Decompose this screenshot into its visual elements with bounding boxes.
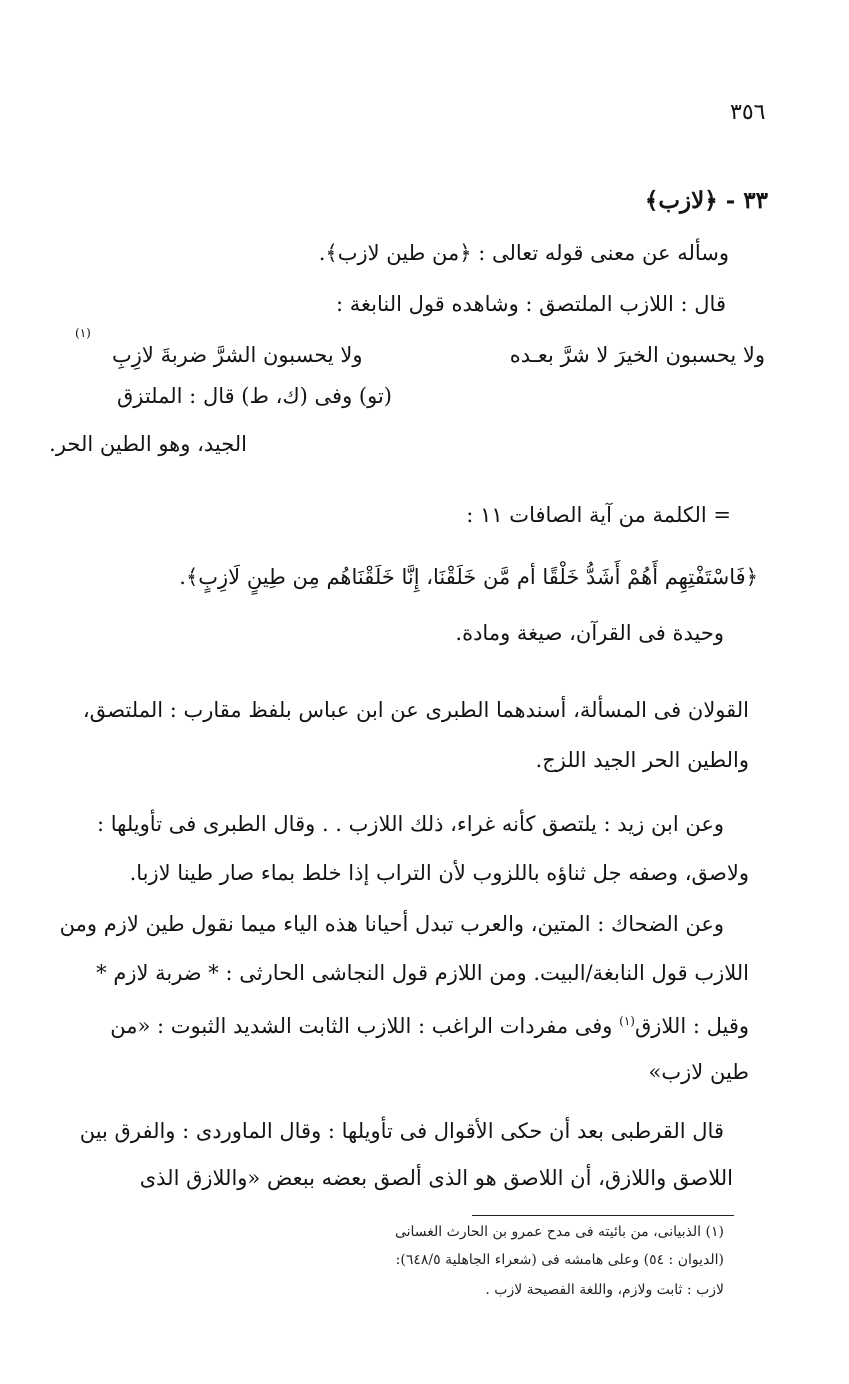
section-heading: ٣٣ - ﴿لازب﴾ xyxy=(644,187,768,214)
text-line-2: قال : اللازب الملتصق : وشاهده قول النابغة : xyxy=(336,292,726,316)
quran-verse-line: ﴿فَاسْتَفْتِهِم أَهُمْ أَشَدُّ خَلْقًا أم مَّن خَلَقْنَا، إِنَّا خَلَقْنَاهُم مِن طِينٍ لَازِبٍ﴾. xyxy=(179,565,758,589)
text-line-15 xyxy=(110,1006,749,1041)
verse-first-hemistich: ولا يحسبون الخيرَ لا شرَّ بعـده xyxy=(509,343,765,367)
text-line-10: والطين الحر الجيد اللزج. xyxy=(535,748,749,772)
verse-second-hemistich: ولا يحسبون الشرَّ ضربةَ لازِبِ xyxy=(112,343,363,367)
page-number: ٣٥٦ xyxy=(730,100,766,125)
text-line-16: طين لازب» xyxy=(648,1060,749,1084)
text-line-9: القولان فى المسألة، أسندهما الطبرى عن ابن عباس بلفظ مقارب : الملتصق، xyxy=(82,698,749,722)
footnote-separator xyxy=(472,1215,734,1216)
text-line-13: وعن الضحاك : المتين، والعرب تبدل أحيانا هذه الياء ميما نقول طين لازم ومن xyxy=(59,912,724,936)
text-line-4: (تو) وفى (ك، ط) قال : الملتزق xyxy=(116,384,392,408)
text-line-1: وسأله عن معنى قوله تعالى : ﴿من طين لازب﴾. xyxy=(318,241,729,265)
text-line-14: اللازب قول النابغة/البيت. ومن اللازم قول النجاشى الحارثى : * ضربة لازم * xyxy=(96,961,749,985)
footnote-1: (١) الذبيانى، من بائيته فى مدح عمرو بن الحارث الغسانى xyxy=(394,1224,724,1240)
footnote-2: (الديوان : ٥٤) وعلى هامشه فى (شعراء الجاهلية ٦٤٨/٥): xyxy=(395,1252,724,1268)
text-line-17: قال القرطبى بعد أن حكى الأقوال فى تأويلها : وقال الماوردى : والفرق بين xyxy=(79,1119,724,1143)
verse-footnote-marker: (١) xyxy=(75,326,91,340)
text-line-15-start: وقيل : اللازق xyxy=(634,1014,749,1038)
text-line-5: الجيد، وهو الطين الحر. xyxy=(49,432,247,456)
footnote-3: لازب : ثابت ولازم، واللغة الفصيحة لازب . xyxy=(485,1282,724,1298)
text-line-15-end: وفى مفردات الراغب : اللازب الثابت الشديد الثبوت : «من xyxy=(110,1014,620,1038)
text-line-6: = الكلمة من آية الصافات ١١ : xyxy=(466,503,731,527)
footnote-marker: (١) xyxy=(619,1014,635,1028)
text-line-18: اللاصق واللازق، أن اللاصق هو الذى ألصق بعضه ببعض «واللازق الذى xyxy=(139,1166,733,1190)
text-line-12: ولاصق، وصفه جل ثناؤه باللزوب لأن التراب إذا خلط بماء صار طينا لازبا. xyxy=(129,861,749,885)
text-line-8: وحيدة فى القرآن، صيغة ومادة. xyxy=(455,621,724,645)
text-line-11: وعن ابن زيد : يلتصق كأنه غراء، ذلك اللازب . . وقال الطبرى فى تأويلها : xyxy=(97,812,724,836)
